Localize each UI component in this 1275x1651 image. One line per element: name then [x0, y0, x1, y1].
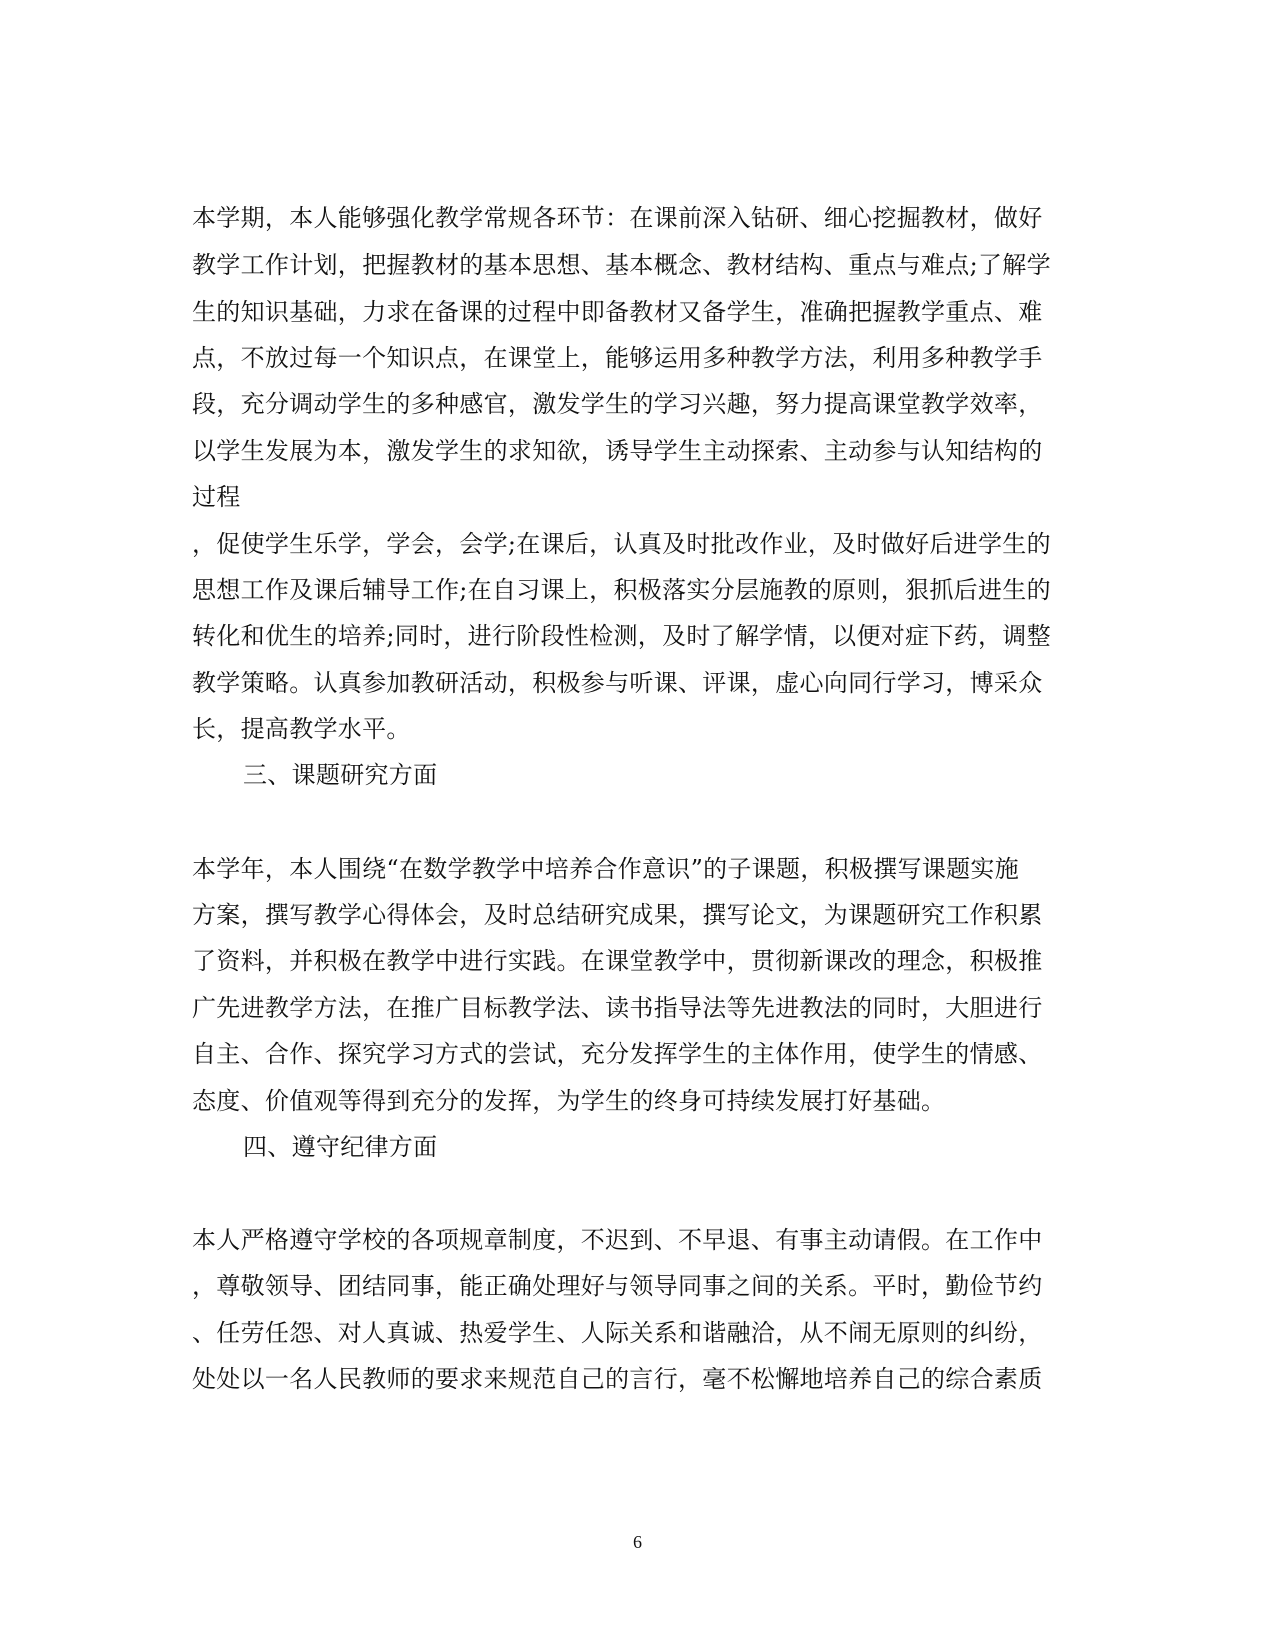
page-number: 6	[633, 1532, 642, 1552]
paragraph-2-line: 自主、合作、探究学习方式的尝试，充分发挥学生的主体作用，使学生的情感、	[192, 1040, 1043, 1068]
paragraph-3-line: 处处以一名人民教师的要求来规范自己的言行，毫不松懈地培养自己的综合素质	[192, 1365, 1043, 1393]
paragraph-2-line: 广先进教学方法，在推广目标教学法、读书指导法等先进教法的同时，大胆进行	[192, 994, 1043, 1022]
paragraph-1-line: 生的知识基础，力求在备课的过程中即备教材又备学生，准确把握教学重点、难	[192, 298, 1043, 326]
paragraph-3-line: 本人严格遵守学校的各项规章制度，不迟到、不早退、有事主动请假。在工作中	[192, 1226, 1043, 1254]
section-heading-3: 三、课题研究方面	[243, 761, 438, 789]
paragraph-1-line: 过程	[192, 483, 241, 511]
paragraph-1-line: 思想工作及课后辅导工作;在自习课上，积极落实分层施教的原则，狠抓后进生的	[192, 576, 1051, 604]
paragraph-2-line: 态度、价值观等得到充分的发挥，为学生的终身可持续发展打好基础。	[192, 1087, 946, 1115]
paragraph-1-line: 长，提高教学水平。	[192, 715, 411, 743]
paragraph-2-line: 方案，撰写教学心得体会，及时总结研究成果，撰写论文，为课题研究工作积累	[192, 901, 1043, 929]
paragraph-1-line: 以学生发展为本，激发学生的求知欲，诱导学生主动探索、主动参与认知结构的	[192, 437, 1043, 465]
paragraph-1-line: 点，不放过每一个知识点，在课堂上，能够运用多种教学方法，利用多种教学手	[192, 344, 1043, 372]
paragraph-1-line: 教学工作计划，把握教材的基本思想、基本概念、教材结构、重点与难点;了解学	[192, 251, 1051, 279]
paragraph-1-line: 转化和优生的培养;同时，进行阶段性检测，及时了解学情，以便对症下药，调整	[192, 622, 1051, 650]
paragraph-1-line: 教学策略。认真参加教研活动，积极参与听课、评课，虚心向同行学习，博采众	[192, 669, 1043, 697]
paragraph-3-line: 、任劳任怨、对人真诚、热爱学生、人际关系和谐融洽，从不闹无原则的纠纷，	[192, 1319, 1043, 1347]
section-heading-4: 四、遵守纪律方面	[243, 1133, 438, 1161]
paragraph-1-line: 段，充分调动学生的多种感官，激发学生的学习兴趣，努力提高课堂教学效率，	[192, 390, 1043, 418]
paragraph-1-line: 本学期，本人能够强化教学常规各环节：在课前深入钻研、细心挖掘教材，做好	[192, 204, 1043, 232]
paragraph-2-line: 了资料，并积极在教学中进行实践。在课堂教学中，贯彻新课改的理念，积极推	[192, 947, 1043, 975]
paragraph-1-line: ，促使学生乐学，学会，会学;在课后，认真及时批改作业，及时做好后进学生的	[192, 530, 1051, 558]
paragraph-3-line: ，尊敬领导、团结同事，能正确处理好与领导同事之间的关系。平时，勤俭节约	[192, 1272, 1043, 1300]
paragraph-2-line: 本学年，本人围绕“在数学教学中培养合作意识”的子课题，积极撰写课题实施	[192, 855, 1020, 883]
